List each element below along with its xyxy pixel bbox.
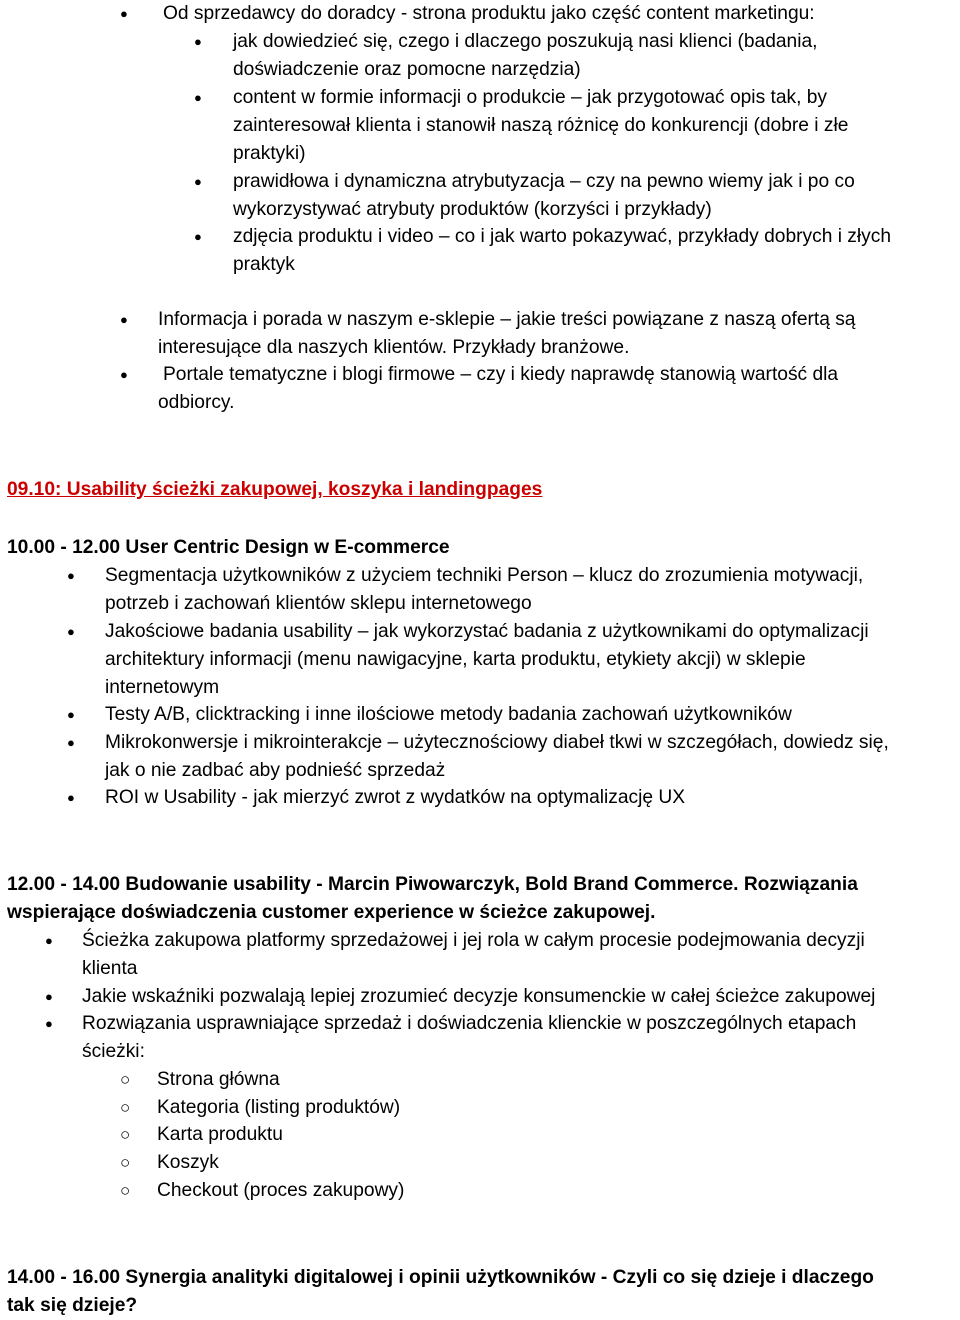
list-item-line: praktyki) xyxy=(233,143,306,164)
bullet-dot: ● xyxy=(67,707,75,722)
list-item-line: ścieżki: xyxy=(82,1041,145,1062)
list-item-line: jak o nie zadbać aby podnieść sprzedaż xyxy=(105,760,446,781)
list-item-line: Rozwiązania usprawniające sprzedaż i doświadczenia klienckie w poszczególnych etapach xyxy=(82,1013,857,1034)
bullet-dot: ● xyxy=(67,735,75,750)
list-item-line: Informacja i porada w naszym e-sklepie – jakie treści powiązane z naszą ofertą są xyxy=(158,309,856,330)
bullet-dot: ● xyxy=(194,174,202,189)
list-item-line: potrzeb i zachowań klientów sklepu internetowego xyxy=(105,593,532,614)
list-item: Od sprzedawcy do doradcy - strona produktu jako część content marketingu: xyxy=(163,3,815,24)
bullet-dot: ● xyxy=(120,6,128,21)
session-title: 10.00 - 12.00 User Centric Design w E-commerce xyxy=(7,537,450,558)
list-item-line: Jakie wskaźniki pozwalają lepiej zrozumieć decyzje konsumenckie w całej ścieżce zakupowej xyxy=(82,986,876,1007)
list-item-line: content w formie informacji o produkcie – jak przygotować opis tak, by xyxy=(233,87,828,108)
sub-list-item: Koszyk xyxy=(157,1152,219,1173)
list-item-line: prawidłowa i dynamiczna atrybutyzacja – czy na pewno wiemy jak i po co xyxy=(233,171,855,192)
list-item-line: Portale tematyczne i blogi firmowe – czy i kiedy naprawdę stanowią wartość dla xyxy=(163,364,839,385)
list-item-line: Jakościowe badania usability – jak wykorzystać badania z użytkownikami do optymalizacji xyxy=(105,621,869,642)
circle-bullet: ○ xyxy=(120,1125,131,1144)
session-title: wspierające doświadczenia customer experience w ścieżce zakupowej. xyxy=(7,902,656,923)
bullet-dot: ● xyxy=(194,229,202,244)
list-item-line: wykorzystywać atrybuty produktów (korzyści i przykłady) xyxy=(233,199,712,220)
bullet-dot: ● xyxy=(194,90,202,105)
list-item-line: Mikrokonwersje i mikrointerakcje – użytecznościowy diabeł tkwi w szczegółach, dowiedz się, xyxy=(105,732,889,753)
sub-list-item: Strona główna xyxy=(157,1069,280,1090)
list-item-line: klienta xyxy=(82,958,138,979)
list-item-line: architektury informacji (menu nawigacyjne, karta produktu, etykiety akcji) w sklepie xyxy=(105,649,806,670)
bullet-dot: ● xyxy=(120,367,128,382)
bullet-dot: ● xyxy=(120,312,128,327)
list-item-line: interesujące dla naszych klientów. Przykłady branżowe. xyxy=(158,337,630,358)
circle-bullet: ○ xyxy=(120,1098,131,1117)
circle-bullet: ○ xyxy=(120,1070,131,1089)
sub-list-item: Checkout (proces zakupowy) xyxy=(157,1180,405,1201)
bullet-dot: ● xyxy=(67,568,75,583)
list-item-line: Testy A/B, clicktracking i inne ilościowe metody badania zachowań użytkowników xyxy=(105,704,792,725)
list-item-line: jak dowiedzieć się, czego i dlaczego poszukują nasi klienci (badania, xyxy=(233,31,818,52)
list-item-line: odbiorcy. xyxy=(158,392,235,413)
day-heading-link[interactable]: 09.10: Usability ścieżki zakupowej, koszyka i landingpages xyxy=(7,479,543,500)
bullet-dot: ● xyxy=(67,624,75,639)
list-item-line: ROI w Usability - jak mierzyć zwrot z wydatków na optymalizację UX xyxy=(105,787,686,808)
bullet-dot: ● xyxy=(45,933,53,948)
circle-bullet: ○ xyxy=(120,1181,131,1200)
session-title: tak się dzieje? xyxy=(7,1295,138,1316)
list-item-line: praktyk xyxy=(233,254,295,275)
bullet-dot: ● xyxy=(67,790,75,805)
session-title: 14.00 - 16.00 Synergia analityki digitalowej i opinii użytkowników - Czyli co się dzieje i dlaczego xyxy=(7,1267,874,1288)
sub-list-item: Karta produktu xyxy=(157,1124,283,1145)
sub-list-item: Kategoria (listing produktów) xyxy=(157,1097,401,1118)
list-item-line: zainteresował klienta i stanowił naszą różnicę do konkurencji (dobre i złe xyxy=(233,115,849,136)
bullet-dot: ● xyxy=(194,34,202,49)
list-item-line: internetowym xyxy=(105,677,220,698)
list-item-line: Segmentacja użytkowników z użyciem techniki Person – klucz do zrozumienia motywacji, xyxy=(105,565,864,586)
list-item-line: Ścieżka zakupowa platformy sprzedażowej i jej rola w całym procesie podejmowania decyzji xyxy=(82,930,865,951)
circle-bullet: ○ xyxy=(120,1153,131,1172)
list-item-line: zdjęcia produktu i video – co i jak warto pokazywać, przykłady dobrych i złych xyxy=(233,226,892,247)
bullet-dot: ● xyxy=(45,1016,53,1031)
session-title: 12.00 - 14.00 Budowanie usability - Marcin Piwowarczyk, Bold Brand Commerce. Rozwiązania xyxy=(7,874,858,895)
list-item-line: doświadczenie oraz pomocne narzędzia) xyxy=(233,59,581,80)
bullet-dot: ● xyxy=(45,989,53,1004)
